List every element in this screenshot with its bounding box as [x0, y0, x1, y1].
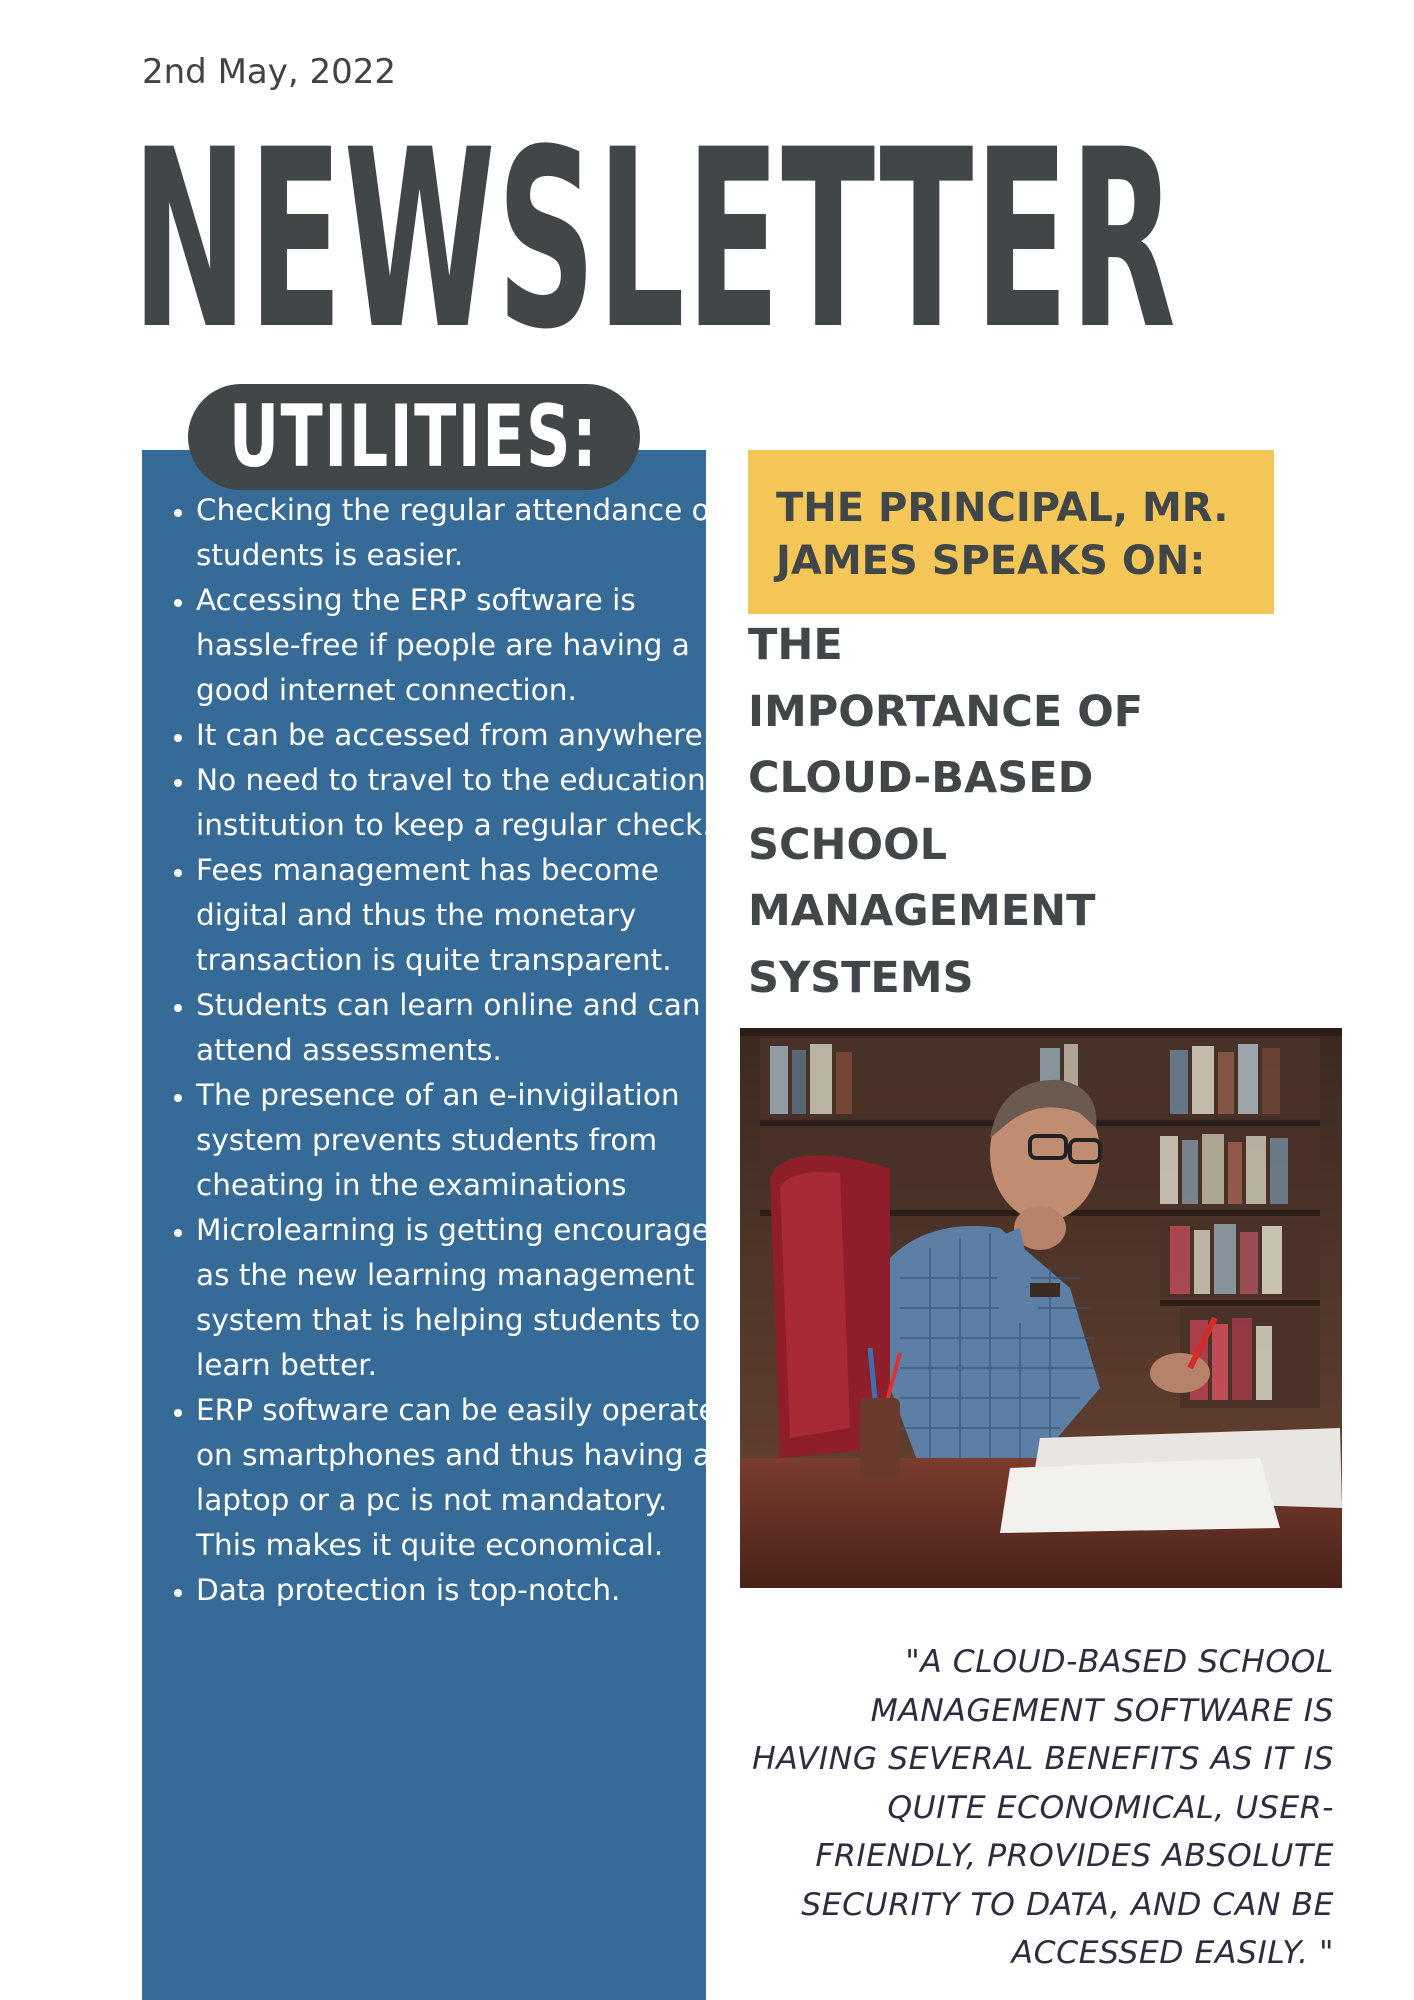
list-item: • The presence of an e-invigilation system prevents students from cheating in the examinations: [196, 1073, 736, 1208]
newsletter-masthead: NEWSLETTER: [132, 98, 1177, 384]
article-headline: [748, 612, 1308, 1011]
principal-quote: "A CLOUD-BASED SCHOOL MANAGEMENT SOFTWARE IS HAVING SEVERAL BENEFITS AS IT IS QUITE ECONOMICAL, USER-FRIENDLY, PROVIDES ABSOLUTE SECURITY TO DATA, AND CAN BE ACCESSED EASILY. ": [752, 1644, 1334, 1971]
principal-label-line: JAMES SPEAKS ON:: [776, 538, 1206, 584]
list-item: • Fees management has become digital and thus the monetary transaction is quite transparent.: [196, 848, 736, 983]
issue-date: 2nd May, 2022: [142, 52, 397, 92]
headline-line: SYSTEMS: [748, 952, 974, 1003]
list-item: • Microlearning is getting encouraged as the new learning management system that is helping students to learn better.: [196, 1208, 736, 1388]
principal-photo: [740, 1028, 1342, 1588]
list-item: • No need to travel to the educational institution to keep a regular check.: [196, 758, 736, 848]
utilities-heading-pill: [188, 384, 640, 490]
utilities-list: [158, 488, 736, 1613]
principal-label-box: [748, 450, 1274, 614]
principal-label-line: THE PRINCIPAL, MR.: [776, 485, 1229, 531]
list-item: • Accessing the ERP software is hassle-free if people are having a good internet connection.: [196, 578, 736, 713]
headline-line: CLOUD-BASED: [748, 753, 1094, 803]
list-item: • Checking the regular attendance of students is easier.: [196, 488, 736, 578]
headline-line: MANAGEMENT: [748, 886, 1096, 936]
list-item: • Students can learn online and can attend assessments.: [196, 983, 736, 1073]
list-item: • ERP software can be easily operated on smartphones and thus having a laptop or a pc is not mandatory. This makes it quite economical.: [196, 1388, 736, 1568]
utilities-heading: UTILITIES:: [229, 387, 599, 487]
headline-line: SCHOOL: [748, 819, 948, 870]
headline-line: THE: [748, 620, 843, 670]
list-item: • Data protection is top-notch.: [196, 1568, 736, 1613]
headline-line: IMPORTANCE OF: [748, 686, 1144, 737]
list-item: • It can be accessed from anywhere.: [196, 713, 736, 758]
